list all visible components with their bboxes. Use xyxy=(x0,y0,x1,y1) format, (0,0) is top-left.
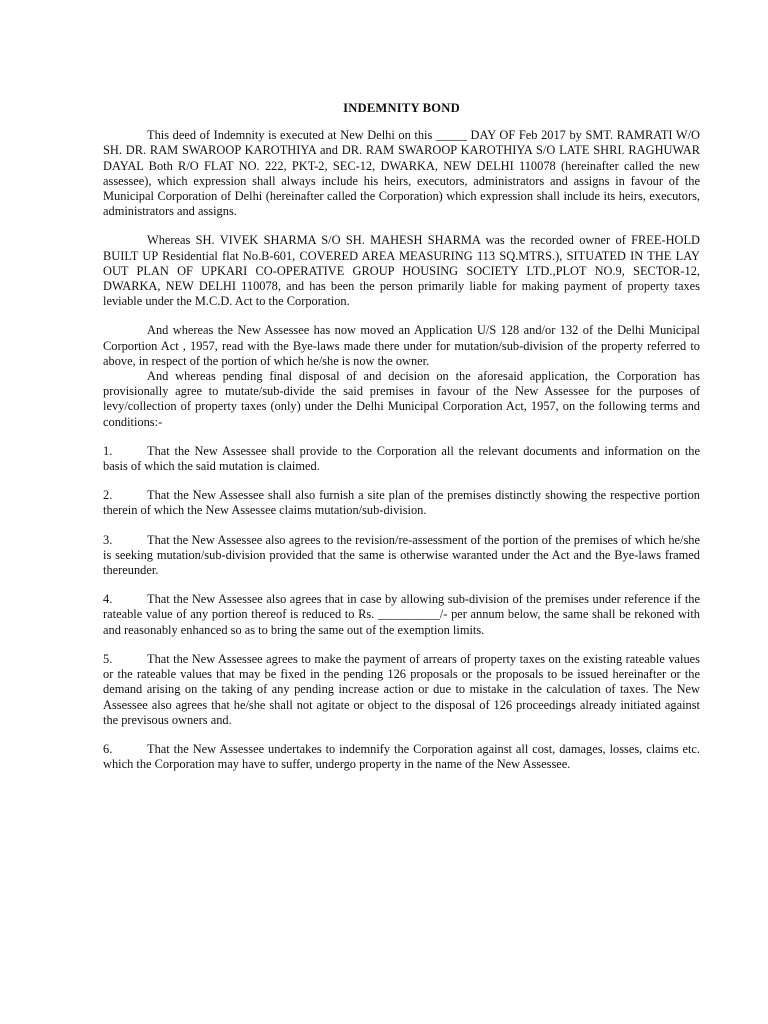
condition-number: 2. xyxy=(103,488,113,503)
condition-text: That the New Assessee shall also furnish a site plan of the premises distinctly showing the respective portion therein of which the New Assessee claims mutation/sub-division. xyxy=(103,488,700,518)
paragraph-whereas-owner: Whereas SH. VIVEK SHARMA S/O SH. MAHESH SHARMA was the recorded owner of FREE-HOLD BUILT UP Residential flat No.B-601, COVERED AREA MEASURING 113 SQ.MTRS.), SITUATED IN THE LAY OUT PLAN OF UPKARI CO-OPERATIVE GROUP HOUSING SOCIETY LTD.,PLOT NO.9, SECTOR-12, DWARKA, NEW DELHI 110078, and has been the person primarily liable for making payment of property taxes leviable under the M.C.D. Act to the Corporation. xyxy=(103,233,700,309)
document-body xyxy=(103,101,700,772)
condition-item-3 xyxy=(103,533,700,579)
paragraph-deed: This deed of Indemnity is executed at New Delhi on this _____ DAY OF Feb 2017 by SMT. RAMRATI W/O SH. DR. RAM SWAROOP KAROTHIYA and DR. RAM SWAROOP KAROTHIYA S/O LATE SHRI. RAGHUWAR DAYAL Both R/O FLAT NO. 222, PKT-2, SEC-12, DWARKA, NEW DELHI 110078 (hereinafter called the new assessee), which expression shall always include his heirs, executors, administrators and assigns in favour of the Municipal Corporation of Delhi (hereinafter called the Corporation) which expression shall include its heirs, executors, administrators and assigns. xyxy=(103,128,700,219)
condition-text: That the New Assessee also agrees that in case by allowing sub-division of the premises under reference if the rateable value of any portion thereof is reduced to Rs. __________/- per annum below, the same shall be rekoned with and reasonably enhanced so as to bring the same out of the exemption limits. xyxy=(103,592,700,637)
condition-text: That the New Assessee undertakes to indemnify the Corporation against all cost, damages, losses, claims etc. which the Corporation may have to suffer, undergo property in the name of the New Assessee. xyxy=(103,741,700,772)
paragraph-application: And whereas the New Assessee has now moved an Application U/S 128 and/or 132 of the Delhi Municipal Corportion Act , 1957, read with the Bye-laws made there under for mutation/sub-division of the property referred to above, in respect of the portion of which he/she is now the owner. xyxy=(103,323,700,368)
condition-text: That the New Assessee shall provide to the Corporation all the relevant documents and information on the basis of which the said mutation is claimed. xyxy=(103,443,700,474)
condition-number: 3. xyxy=(103,532,113,547)
condition-number: 6. xyxy=(103,741,113,756)
condition-item-4 xyxy=(103,592,700,638)
condition-number: 1. xyxy=(103,443,113,458)
paragraph-pending-disposal: And whereas pending final disposal of and decision on the aforesaid application, the Corporation has provisionally agree to mutate/sub-divide the said premises in favour of the New Assessee for the purposes of levy/collection of property taxes (only) under the Delhi Municipal Corporation Act, 1957, on the following terms and conditions:- xyxy=(103,369,700,429)
condition-item-5 xyxy=(103,652,700,728)
condition-text: That the New Assessee also agrees to the revision/re-assessment of the portion of the premises of which he/she is seeking mutation/sub-division provided that the same is otherwise waranted under the Act and the Bye-laws framed thereunder. xyxy=(103,532,700,578)
condition-item-1 xyxy=(103,444,700,474)
condition-number: 4. xyxy=(103,592,113,607)
condition-text: That the New Assessee agrees to make the payment of arrears of property taxes on the existing rateable values or the rateable values that may be fixed in the pending 126 proposals or the proposals to be issued hereinafter or the demand arising on the taking of any pending increase action or due to mistake in the calculation of taxes. The New Assessee also agrees that he/she shall not agitate or object to the disposal of 126 proceedings already initiated against the previsous owners and. xyxy=(103,651,700,727)
condition-number: 5. xyxy=(103,651,113,666)
document-title: INDEMNITY BOND xyxy=(343,101,460,115)
condition-item-6 xyxy=(103,742,700,772)
condition-item-2 xyxy=(103,488,700,518)
